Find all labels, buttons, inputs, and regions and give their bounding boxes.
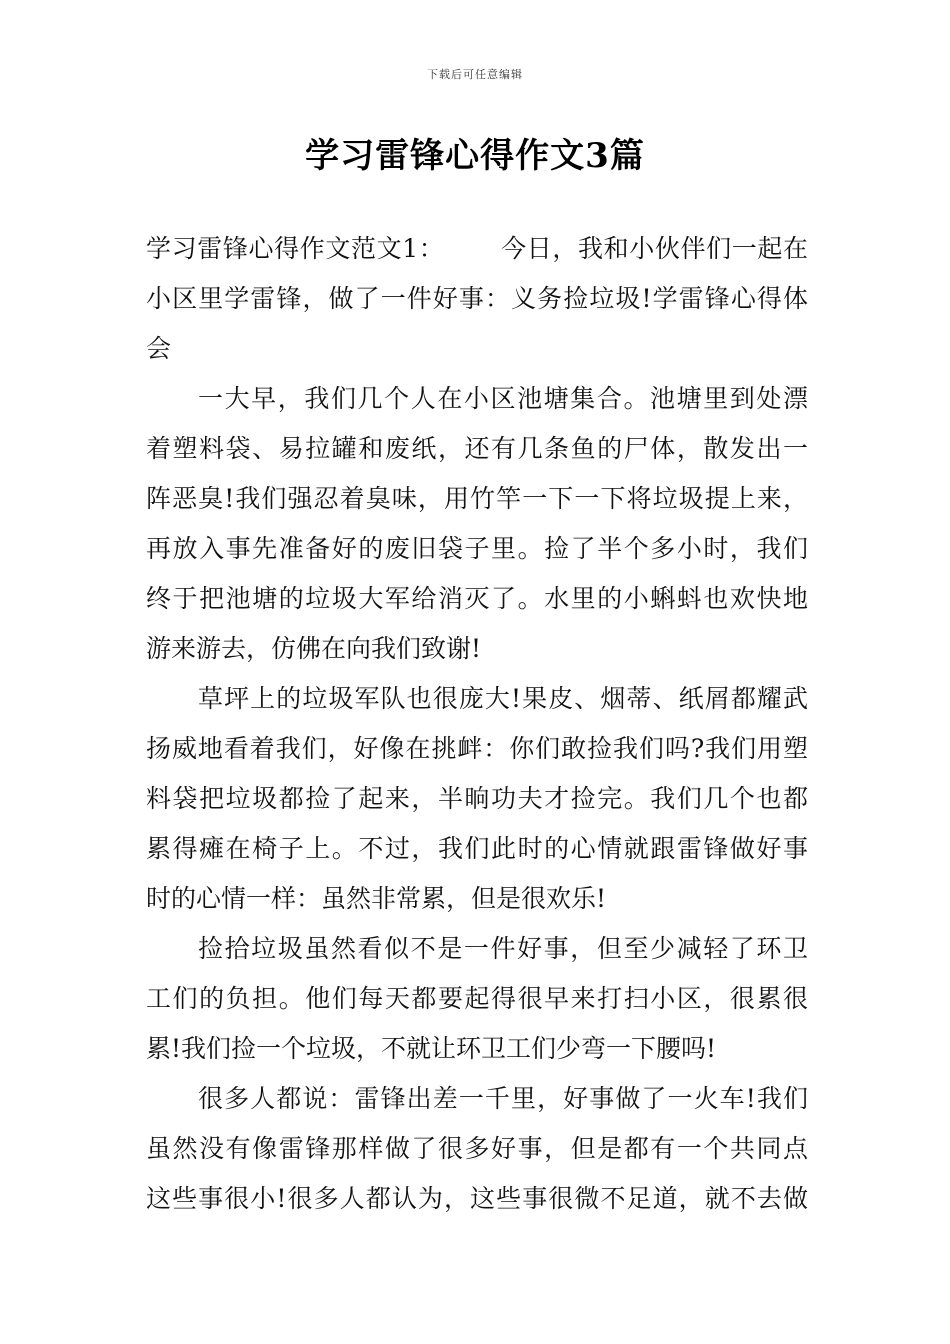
text-line: 着塑料袋、易拉罐和废纸，还有几条鱼的尸体，散发出一 [146,434,808,463]
text-line: 终于把池塘的垃圾大军给消灭了。水里的小蝌蚪也欢快地 [146,584,808,613]
header-note: 下载后可任意编辑 [427,68,523,81]
text-line: 累!我们捡一个垃圾，不就让环卫工们少弯一下腰吗! [146,1034,717,1063]
paragraph-5 [146,1074,808,1224]
text-line [146,224,808,274]
text-line: 阵恶臭!我们强忍着臭味，用竹竿一下一下将垃圾提上来， [146,484,808,513]
text-line: 这些事很小!很多人都认为，这些事很微不足道，就不去做 [146,1184,808,1213]
text-line: 时的心情一样：虽然非常累，但是很欢乐! [146,884,607,913]
paragraph-3 [146,674,808,924]
text-line: 料袋把垃圾都捡了起来，半晌功夫才捡完。我们几个也都 [146,784,808,813]
text-line: 一大早，我们几个人在小区池塘集合。池塘里到处漂 [198,384,808,413]
text-line: 再放入事先准备好的废旧袋子里。捡了半个多小时，我们 [146,534,808,563]
text-line: 工们的负担。他们每天都要起得很早来打扫小区，很累很 [146,984,808,1013]
text-line: 游来游去，仿佛在向我们致谢! [146,634,482,663]
paragraph-2 [146,374,808,674]
text-line: 会 [146,334,172,363]
text-line: 小区里学雷锋，做了一件好事：义务捡垃圾!学雷锋心得体 [146,284,808,313]
text-line: 虽然没有像雷锋那样做了很多好事，但是都有一个共同点 [146,1134,808,1163]
text-line: 很多人都说：雷锋出差一千里，好事做了一火车!我们 [198,1084,808,1113]
text-span: 今日，我和小伙伴们一起在 [500,234,808,263]
text-line: 累得瘫在椅子上。不过，我们此时的心情就跟雷锋做好事 [146,834,808,863]
document-title: 学习雷锋心得作文3篇 [305,136,645,176]
text-span: 学习雷锋心得作文范文1： [146,234,445,263]
paragraph-1 [146,224,808,374]
document-body [146,224,808,1224]
paragraph-4 [146,924,808,1074]
text-line: 扬威地看着我们，好像在挑衅：你们敢捡我们吗?我们用塑 [146,734,808,763]
text-line: 草坪上的垃圾军队也很庞大!果皮、烟蒂、纸屑都耀武 [198,684,808,713]
text-line: 捡拾垃圾虽然看似不是一件好事，但至少减轻了环卫 [198,934,808,963]
